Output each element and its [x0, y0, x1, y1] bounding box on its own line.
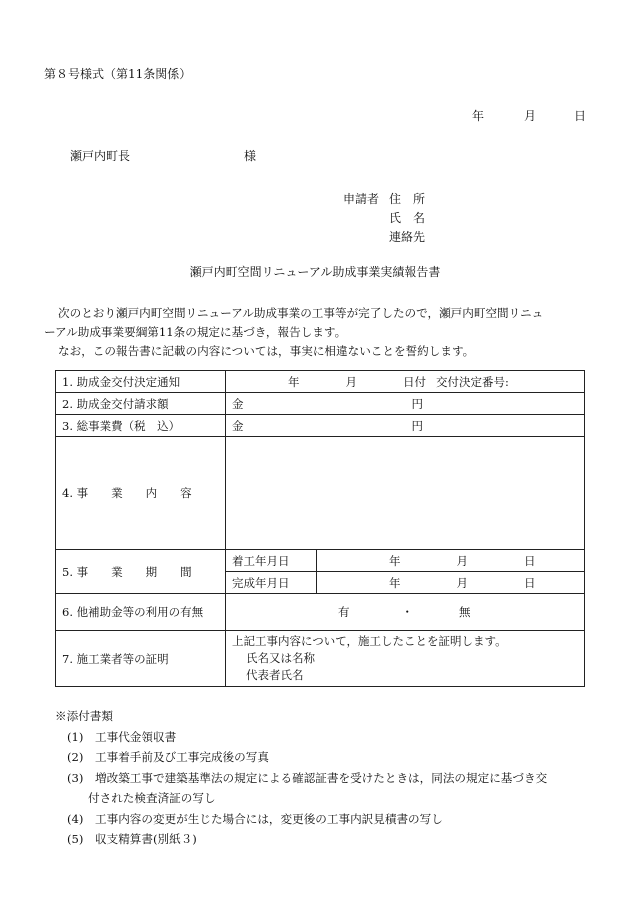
label-total-cost: 3. 総事業費（税 込） [56, 415, 226, 437]
request-amount-value[interactable] [226, 393, 585, 415]
end-year: 年 [389, 575, 401, 590]
contact-label: 連絡先 [389, 230, 426, 244]
yen-mark: 円 [411, 396, 423, 411]
attachments [55, 706, 547, 850]
label-contractor-certification: 7. 施工業者等の証明 [56, 631, 226, 687]
address-label: 住 所 [389, 192, 426, 206]
honorific: 様 [244, 149, 257, 163]
notice-year: 年 [288, 374, 300, 389]
intro-line-1: 次のとおり瀬戸内町空間リニューアル助成事業の工事等が完了したので，瀬戸内町空間リニュ [58, 306, 544, 320]
row-contractor-certification [56, 631, 585, 687]
start-month: 月 [456, 553, 468, 568]
form-number: 第８号様式（第11条関係） [44, 67, 192, 81]
label-project-content: 4. 事 業 内 容 [56, 437, 226, 550]
attachment-item: (5) 収支精算書(別紙３) [67, 832, 197, 846]
other-subsidy-value[interactable] [226, 594, 585, 631]
label-project-period: 5. 事 業 期 間 [56, 550, 226, 594]
intro-line-3: なお，この報告書に記載の内容については，事実に相違ないことを誓約します。 [58, 344, 475, 358]
start-date-label: 着工年月日 [226, 550, 317, 572]
decision-number-label: 交付決定番号: [436, 374, 509, 389]
kin-mark: 金 [232, 418, 244, 433]
contractor-name-label: 氏名又は名称 [246, 651, 315, 665]
label-other-subsidy: 6. 他補助金等の利用の有無 [56, 594, 226, 631]
date-line [472, 110, 586, 122]
representative-name-label: 代表者氏名 [246, 668, 304, 682]
option-yes[interactable]: 有 [338, 605, 350, 619]
intro-text [44, 304, 592, 361]
kin-mark: 金 [232, 396, 244, 411]
addressee: 瀬戸内町長 [70, 149, 131, 163]
project-content-value[interactable] [226, 437, 585, 550]
start-day: 日 [524, 553, 536, 568]
start-year: 年 [389, 553, 401, 568]
row-grant-notice [56, 371, 585, 393]
notice-day: 日付 [403, 374, 426, 389]
report-table [55, 370, 585, 687]
certification-value[interactable] [226, 631, 585, 687]
row-total-cost [56, 415, 585, 437]
name-label: 氏 名 [389, 211, 426, 225]
date-month: 月 [524, 109, 537, 123]
end-month: 月 [456, 575, 468, 590]
end-date-value[interactable] [317, 572, 585, 594]
row-other-subsidy [56, 594, 585, 631]
total-cost-value[interactable] [226, 415, 585, 437]
grant-notice-value[interactable] [226, 371, 585, 393]
separator-dot: ・ [401, 605, 413, 619]
document-title: 瀬戸内町空間リニューアル助成事業実績報告書 [189, 265, 441, 279]
attachment-item: (1) 工事代金領収書 [67, 729, 177, 744]
date-day: 日 [574, 109, 587, 123]
start-date-value[interactable] [317, 550, 585, 572]
applicant-lead: 申請者 [343, 192, 380, 206]
option-no[interactable]: 無 [459, 605, 471, 619]
yen-mark: 円 [411, 418, 423, 433]
row-project-content [56, 437, 585, 550]
end-day: 日 [524, 575, 536, 590]
label-grant-notice: 1. 助成金交付決定通知 [56, 371, 226, 393]
attachment-item: (4) 工事内容の変更が生じた場合には，変更後の工事内訳見積書の写し [67, 811, 443, 826]
intro-line-2: ーアル助成事業要綱第11条の規定に基づき，報告します。 [44, 325, 347, 339]
notice-month: 月 [345, 374, 357, 389]
date-year: 年 [472, 109, 485, 123]
attachments-heading: ※添付書類 [55, 709, 113, 723]
applicant-block [343, 190, 425, 247]
attachment-item: (2) 工事着手前及び工事完成後の写真 [67, 750, 269, 764]
certification-statement: 上記工事内容について，施工したことを証明します。 [232, 634, 507, 648]
attachment-item-continued: 付された検査済証の写し [88, 791, 216, 805]
row-period-start [56, 550, 585, 572]
row-request-amount [56, 393, 585, 415]
attachment-item: (3) 増改築工事で建築基準法の規定による確認証書を受けたときは，同法の規定に基づき交 [67, 770, 548, 785]
end-date-label: 完成年月日 [226, 572, 317, 594]
label-request-amount: 2. 助成金交付請求額 [56, 393, 226, 415]
